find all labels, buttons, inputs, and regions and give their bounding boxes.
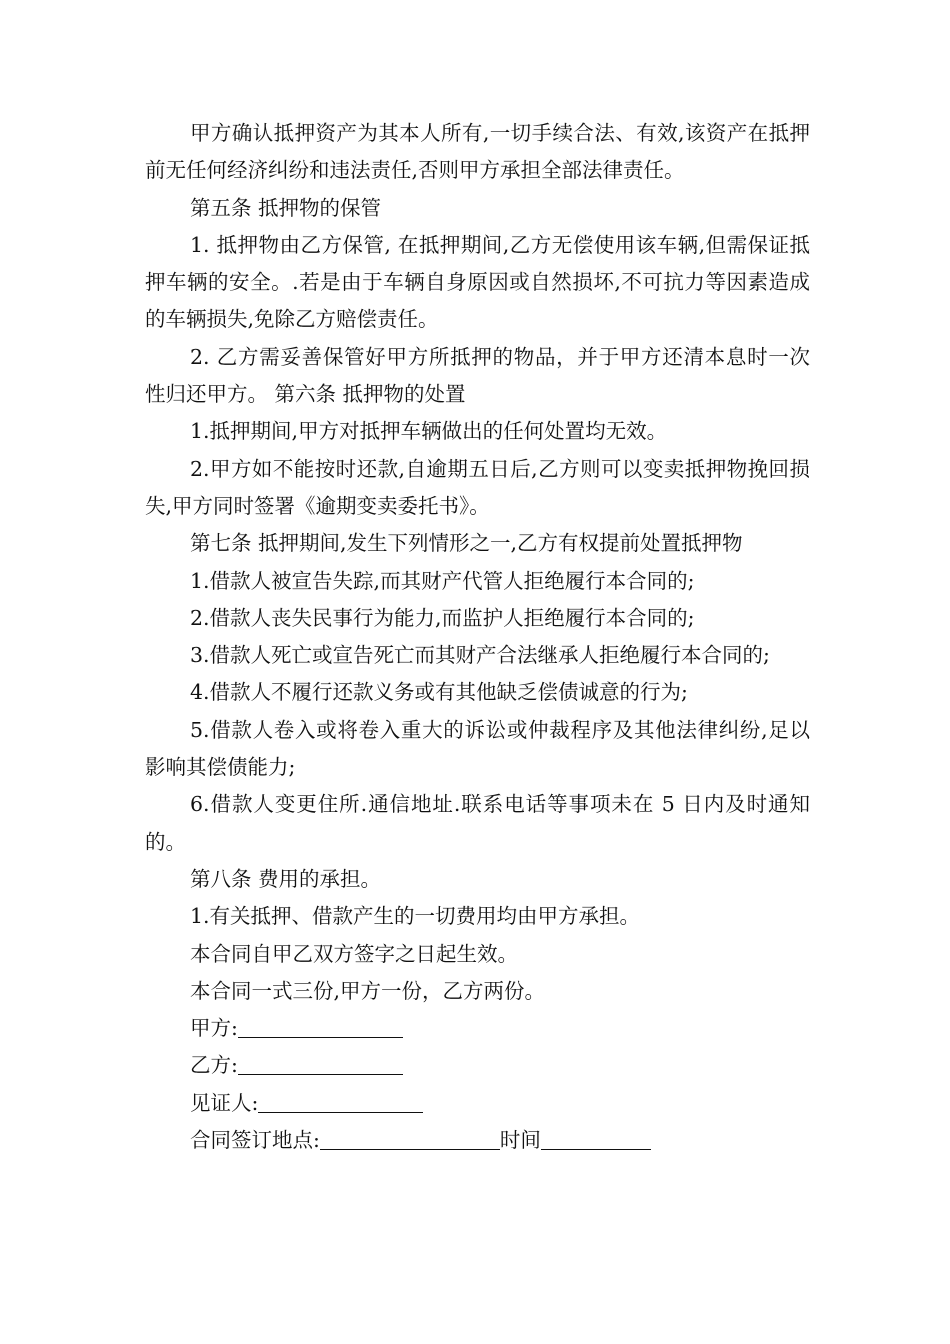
paragraph-article-7-item-2: 2.借款人丧失民事行为能力,而监护人拒绝履行本合同的; — [190, 605, 695, 630]
paragraph-article-7-item-5: 5.借款人卷入或将卷入重大的诉讼或仲裁程序及其他法律纠纷,足以影响其偿债能力; — [145, 717, 810, 780]
paragraph-copies-clause: 本合同一式三份,甲方一份，乙方两份。 — [190, 978, 546, 1003]
signature-place-label: 合同签订地点: — [190, 1128, 320, 1153]
paragraph-article-8-item-1: 1.有关抵押、借款产生的一切费用均由甲方承担。 — [190, 904, 641, 929]
paragraph-article-5-item-1: 1. 抵押物由乙方保管, 在抵押期间,乙方无偿使用该车辆,但需保证抵押车辆的安全。.若是由于车辆自身原因或自然损坏,不可抗力等因素造成的车辆损失,免除乙方赔偿责任。 — [145, 232, 810, 332]
paragraph-asset-confirmation: 甲方确认抵押资产为其本人所有,一切手续合法、有效,该资产在抵押前无任何经济纠纷和违法责任,否则甲方承担全部法律责任。 — [145, 121, 810, 183]
heading-article-7: 第七条 抵押期间,发生下列情形之一,乙方有权提前处置抵押物 — [190, 531, 743, 556]
signature-witness — [145, 1085, 810, 1122]
signature-party-b-line — [238, 1052, 403, 1075]
heading-article-8: 第八条 费用的承担。 — [190, 866, 382, 891]
signature-place-line — [320, 1127, 500, 1150]
signature-party-b — [145, 1047, 810, 1084]
paragraph-article-7-item-6: 6.借款人变更住所.通信地址.联系电话等事项未在 5 日内及时通知的。 — [145, 792, 810, 854]
signature-witness-line — [258, 1090, 423, 1113]
signature-party-b-label: 乙方: — [190, 1053, 238, 1078]
signature-time-label: 时间 — [499, 1128, 541, 1153]
document-body — [145, 115, 810, 1159]
signature-time-line — [541, 1127, 651, 1150]
signature-party-a-label: 甲方: — [190, 1016, 238, 1041]
paragraph-article-7-item-1: 1.借款人被宣告失踪,而其财产代管人拒绝履行本合同的; — [190, 568, 695, 593]
paragraph-article-5-item-2: 2. 乙方需妥善保管好甲方所抵押的物品，并于甲方还清本息时一次性归还甲方。 第六条 抵押物的处置 — [145, 344, 810, 407]
paragraph-article-7-item-3: 3.借款人死亡或宣告死亡而其财产合法继承人拒绝履行本合同的; — [190, 643, 770, 668]
heading-article-5: 第五条 抵押物的保管 — [190, 195, 382, 220]
paragraph-article-6-item-2: 2.甲方如不能按时还款,自逾期五日后,乙方则可以变卖抵押物挽回损失,甲方同时签署《逾期变卖委托书》。 — [145, 456, 810, 518]
signature-party-a — [145, 1010, 810, 1047]
paragraph-article-7-item-4: 4.借款人不履行还款义务或有其他缺乏偿债诚意的行为; — [190, 680, 688, 705]
signature-place-time — [145, 1122, 810, 1159]
paragraph-effective-clause: 本合同自甲乙双方签字之日起生效。 — [190, 941, 518, 966]
signature-witness-label: 见证人: — [190, 1090, 259, 1115]
signature-party-a-line — [238, 1015, 403, 1038]
paragraph-article-6-item-1: 1.抵押期间,甲方对抵押车辆做出的任何处置均无效。 — [190, 419, 668, 444]
